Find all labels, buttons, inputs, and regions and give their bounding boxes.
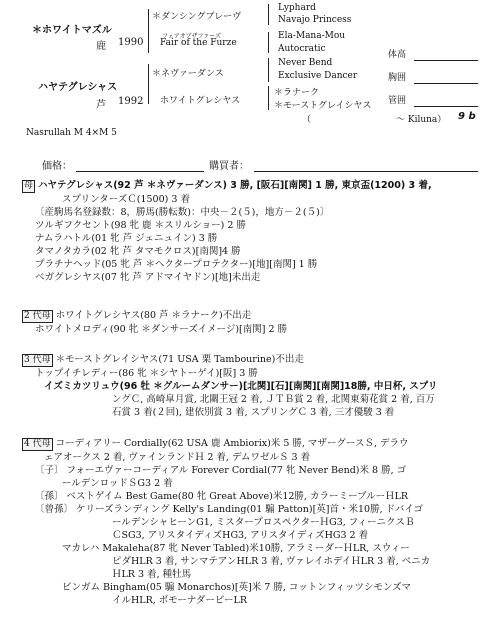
- third-dam-line: ングＣ, 高崎皐月賞, 北關王冠 2 着, ＪＴＢ賞 2 着, 北関東菊花賞 2 着, 百万: [112, 394, 435, 405]
- height-label: 体高: [388, 50, 407, 60]
- dam-sire: ＊ネヴァーダンス: [152, 69, 224, 79]
- fourth-dam-line: 〔孫〕 ベストゲイム Best Game(80 牝 Great Above)米12勝, カラーミーブルーＨLR: [35, 491, 409, 502]
- kiluna: ～ Kiluna）: [396, 115, 447, 125]
- chest-label: 胸囲: [388, 73, 407, 83]
- sire-dam-kana: フェアオブザファーズ: [162, 33, 222, 40]
- produce-line: プラチナヘッド(05 牝 芦 ＊ヘクタープロテクター)[地][南関] 1 勝: [35, 259, 318, 270]
- fourth-dam-line: イルHLR, ボモーナダービーLR: [112, 595, 248, 606]
- height-field[interactable]: [414, 60, 478, 61]
- third-dam-line: イズミカツリュウ(96 牡 ＊グルームダンサー)[北関][石][南関][南関]18勝, 中日杯, スプリ: [44, 381, 438, 392]
- g3-3: Ela-Mana-Mou: [278, 31, 346, 41]
- sire-sire: ＊ダンシングブレーヴ: [152, 12, 242, 22]
- g3-1: Lyphard: [278, 3, 316, 13]
- dam-year: 1992: [118, 96, 144, 107]
- fourth-dam-line: ＨLR 3 着, 種牡馬: [112, 569, 192, 580]
- section-dam: [22, 179, 482, 284]
- fourth-dam-line: 〔子〕 フォーエヴァーコーディアル Forever Cordial(77 牝 Never Bend)米 8 勝, ゴ: [35, 465, 407, 476]
- dam-dam: ホワイトグレシヤス: [160, 96, 241, 106]
- price-label: 価格：: [42, 161, 72, 172]
- paren-open: （: [302, 115, 312, 125]
- section-label: 母: [24, 181, 34, 191]
- dam-name: ハヤテグレシャス: [38, 82, 118, 93]
- second-dam-line: ホワイトグレシヤス(80 芦 ＊ラナーク)不出走: [55, 310, 252, 321]
- section-label: 4 代母: [24, 439, 51, 449]
- third-dam-line: 石賞 3 着(２回), 建依別賞 3 着, スプリングＣ 3 着, 三才優駿 3 着: [112, 407, 395, 418]
- third-dam-line: トップイチレディー(86 牝 ＊シヤトーゲイ)[阪] 3 勝: [35, 368, 258, 379]
- fourth-dam-line: コーディアリー Cordially(62 USA 鹿 Ambiorix)米 5 勝, マザーグースＳ, デラウ: [55, 438, 409, 449]
- sire-bracket: [148, 9, 149, 53]
- fourth-dam-line: ピダHLR 3 着, サンマテアンHLR 3 着, ヴァレイホデイＨLR 3 着, ベニカ: [112, 556, 431, 567]
- fourth-dam-line: ＣSG3, アリスタイディズHG3, アリスタイディズHG3 2 着: [112, 530, 369, 541]
- dam-line: スプリンターズＣ(1500) 3 着: [62, 194, 190, 205]
- fourth-dam-line: ールデンロッドＳG3 2 着: [62, 478, 173, 489]
- fourth-dam-line: マカレハ Makaleha(87 牝 Never Tabled)米10勝, アラミーダーＨLR, スウィー: [62, 543, 410, 554]
- g3-5: Never Bend: [278, 58, 333, 68]
- dam-line: 〔産駒馬名登録数：8，勝馬(勝転数)：中央－２(５)，地方－２(５)〕: [35, 207, 330, 218]
- cannon-field[interactable]: [414, 106, 478, 107]
- produce-line: タマノタカラ(02 牝 芦 タマモクロス)[南関]4 勝: [35, 246, 241, 257]
- fourth-dam-line: ールデンシャヒーンG1, ミスタープロスペクターＨG3, フィーニクスＢ: [112, 517, 415, 528]
- fourth-dam-line: 〔曾孫〕 ケリーズランディング Kelly's Landing(01 騸 Patton)[英]首・米10勝, ドバイゴ: [35, 504, 424, 515]
- produce-line: ツルギフクセント(98 牝 鹿 ＊スリルショー) 2 勝: [35, 220, 246, 231]
- sire-dam: Fair of the Furze: [160, 38, 237, 48]
- g3-2: Navajo Princess: [278, 15, 352, 25]
- buyer-label: 購買者：: [209, 161, 249, 172]
- dam-line: ハヤテグレシャス(92 芦 ＊ネヴァーダンス) 3 勝, [阪石][南関] 1 勝, 東京盃(1200) 3 着,: [38, 180, 432, 191]
- section-label: 2 代母: [24, 311, 51, 321]
- chest-field[interactable]: [414, 83, 478, 84]
- section-label: 3 代母: [24, 355, 51, 365]
- second-dam-line: ホワイトメロディ(90 牝 ＊ダンサーズイメージ)[南関] 2 勝: [35, 324, 288, 335]
- g3-8: ＊モーストグレイシヤス: [274, 101, 372, 111]
- bracket-g3-4: [268, 86, 269, 110]
- third-dam-line: ＊モーストグレイシヤス(71 USA 栗 Tambourine)不出走: [55, 354, 304, 365]
- sire-sex: 鹿: [96, 41, 106, 52]
- cannon-label: 管囲: [388, 96, 407, 106]
- buyer-field[interactable]: [254, 171, 478, 172]
- dam-bracket: [148, 64, 149, 104]
- inbreeding: Nasrullah M 4×M 5: [26, 128, 117, 138]
- fourth-dam-line: ビンガム Bingham(05 騸 Monarchos)[英]米 7 勝, コットンフィッツシモンズマ: [62, 582, 411, 593]
- bracket-g3-3: [268, 58, 269, 82]
- bracket-g3-2: [268, 32, 269, 53]
- sire-name: ＊ホワイトマズル: [32, 25, 112, 36]
- fourth-dam-line: ェアオークス 2 着, ヴァインランドＨ 2 着, デムワゼルＳ 3 着: [44, 452, 311, 463]
- g3-6: Exclusive Dancer: [278, 71, 358, 81]
- bracket-g3-1: [268, 4, 269, 25]
- section-third-dam: [22, 353, 482, 419]
- price-field[interactable]: [76, 171, 204, 172]
- g3-7: ＊ラナーク: [274, 88, 320, 98]
- family-number: 9 b: [458, 111, 476, 122]
- produce-line: ベガグレシヤス(07 牝 芦 アドマイヤドン)[地]未出走: [35, 272, 261, 283]
- section-fourth-dam: [22, 437, 482, 607]
- produce-line: ナムラハトル(01 牝 芦 ジェニュイン) 3 勝: [35, 233, 218, 244]
- dam-sex: 芦: [96, 100, 106, 111]
- sire-year: 1990: [118, 37, 144, 48]
- g3-4: Autocratic: [278, 44, 326, 54]
- section-second-dam: [22, 309, 482, 336]
